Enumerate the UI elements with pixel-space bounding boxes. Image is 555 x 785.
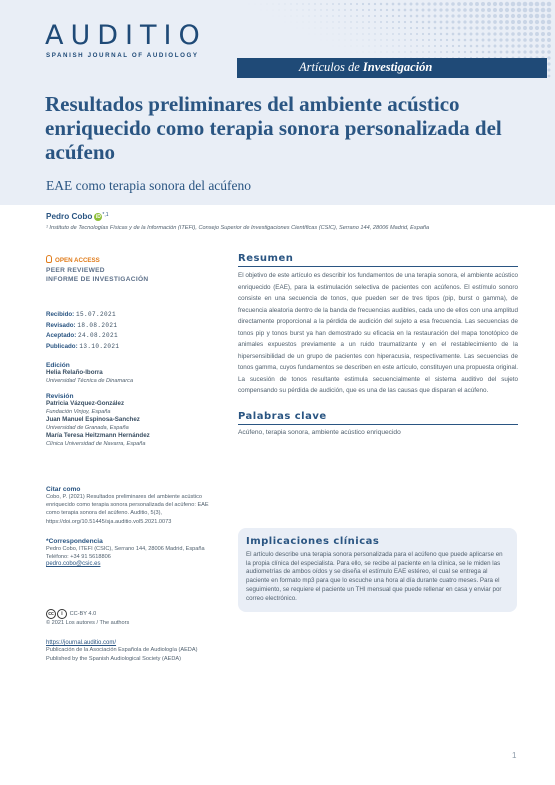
review-block [46,393,226,448]
journal-subtitle: SPANISH JOURNAL OF AUDIOLOGY [46,52,199,59]
correspondence-block [46,538,221,567]
article-subtitle: EAE como terapia sonora del acúfeno [46,178,252,193]
edition-block [46,362,226,385]
section-emph: Investigación [362,60,433,74]
editor-name: Helia Relaño-Iborra [46,369,103,376]
open-access-label: OPEN ACCESS [55,257,100,264]
cite-text: Cobo, P. (2021) Resultados preliminares del ambiente acústico enriquecido como terapia sonora personalizada del acúfeno: EAE como terapia sonora del acúfeno. Auditio, 5(3), https://doi.org/10.51445/sja.auditio.vol5.2021.0073 [46,494,209,525]
date-published: Publicado: 13.10.2021 [46,342,120,350]
date-received: Recibido: 15.07.2021 [46,311,116,318]
cite-label: Citar como [46,486,81,493]
author-name: Pedro Cobo [46,212,93,221]
orcid-icon[interactable]: iD [95,214,101,220]
edition-label: Edición [46,362,70,369]
reviewer-name: Patricia Vázquez-González [46,400,125,407]
section-banner [237,58,547,78]
author-superscript: *,1 [102,212,109,218]
reviewer-institution: Clínica Universidad de Navarra, España [46,441,146,447]
open-access-badge [46,255,226,264]
license-block [46,609,226,627]
cc-icon: cc [46,609,56,619]
date-revised: Revisado: 18.08.2021 [46,321,118,329]
implications-heading: Implicaciones clínicas [246,536,380,547]
abstract-text: El objetivo de este artículo es describir los fundamentos de una terapia sonora, el ambiente acústico enriquecido (EAE), para la estimulación selectiva de pacientes con acúfenos. El estímulo sonoro consiste en una secuencia de tonos, que pueden ser de tres tipos (pip, burst o gamma), de frecuencia aleatoria dentro de la banda de frecuencias audibles, cada uno de ellos con una amplitud directamente proporcional a la pérdida de audición del sujeto a esa frecuencia. Las secuencias de tonos pip y tonos burst ya han demostrado su eficacia en la restauración del mapa tonotópico de animales expuestos previamente a un ruido traumatizante y en el restablecimiento de la hipersensibilidad de un grupo de pacientes con hiperacusia, respectivamente. Las secuencias de tonos gamma, cuyos fundamentos se describen en este artículo, constituyen una propuesta original. La sucesión de tonos resultante estimula secuencialmente el sistema auditivo del sujeto compensando su pérdida de audición, que es una de las causas que disparan el acúfeno. [238,272,518,394]
sidebar-metadata [46,255,226,663]
author-affiliation: ¹ Instituto de Tecnologías Físicas y de la Información (ITEFI), Consejo Superior de Investigaciones Científicas (CSIC), Serrano 144, 28006 Madrid, España [46,225,430,231]
copyright-text: © 2021 Los autores / The authors [46,620,130,627]
correspondence-email-link[interactable]: pedro.cobo@csic.es [46,561,101,568]
article-title: Resultados preliminares del ambiente acústico enriquecido como terapia sonora personalizada del acúfeno [45,92,502,164]
report-type-label: INFORME DE INVESTIGACIÓN [46,276,149,283]
reviewer-name: María Teresa Heitzmann Hernández [46,432,150,439]
reviewer-institution: Universidad de Granada, España [46,425,129,431]
keywords-text: Acúfeno, terapia sonora, ambiente acústico enriquecido [238,428,401,436]
dates-block [46,310,226,352]
keywords-heading: Palabras clave [238,411,518,425]
reviewer-name: Juan Manuel Espinosa-Sanchez [46,416,140,423]
abstract-heading: Resumen [238,253,518,267]
by-icon: i [57,609,67,619]
author-line [46,212,109,221]
citation-block [46,486,216,526]
publisher-en: Published by the Spanish Audiological Society (AEDA) [46,655,181,662]
journal-logo: AUDITIO [45,20,207,51]
open-lock-icon [46,255,52,263]
peer-reviewed-label: PEER REVIEWED [46,267,105,274]
implications-text: El artículo describe una terapia sonora personalizada para el acúfeno que puede aplicarse en la propia clínica del especialista. Para ello, se recibe al paciente en la clínica, se le miden las audiometrías de ambos oídos y se diseña el estímulo EAE estéreo, el cual se entrega al paciente en formato mp3 para que lo escuche una hora al día durante cuatro meses. Para el seguimiento, se requiere el paciente un THI mensual que puede rellenar en casa y enviar por correo electrónico. [246,551,503,602]
editor-institution: Universidad Técnica de Dinamarca [46,378,134,384]
correspondence-phone: Teléfono: +34 91 5618806 [46,554,111,561]
license-line [46,609,226,619]
date-accepted: Aceptado: 24.08.2021 [46,332,119,339]
page-number: 1 [512,751,517,760]
header-band [0,0,555,205]
journal-url-link[interactable]: https://journal.auditio.com/ [46,640,117,647]
license-text: CC-BY 4.0 [69,611,97,618]
main-column [238,253,518,436]
correspondence-label: *Correspondencia [46,537,103,545]
clinical-implications-box [238,528,517,612]
reviewer-institution: Fundación Vinjoy, España [46,409,111,415]
publisher-block [46,640,226,662]
correspondence-address: Pedro Cobo, ITEFI (CSIC), Serrano 144, 28006 Madrid, España [46,545,205,552]
publisher-es: Publicación de la Asociación Española de Audiología (AEDA) [46,647,198,654]
section-prefix: Artículos de [299,60,363,74]
review-label: Revisión [46,393,74,400]
